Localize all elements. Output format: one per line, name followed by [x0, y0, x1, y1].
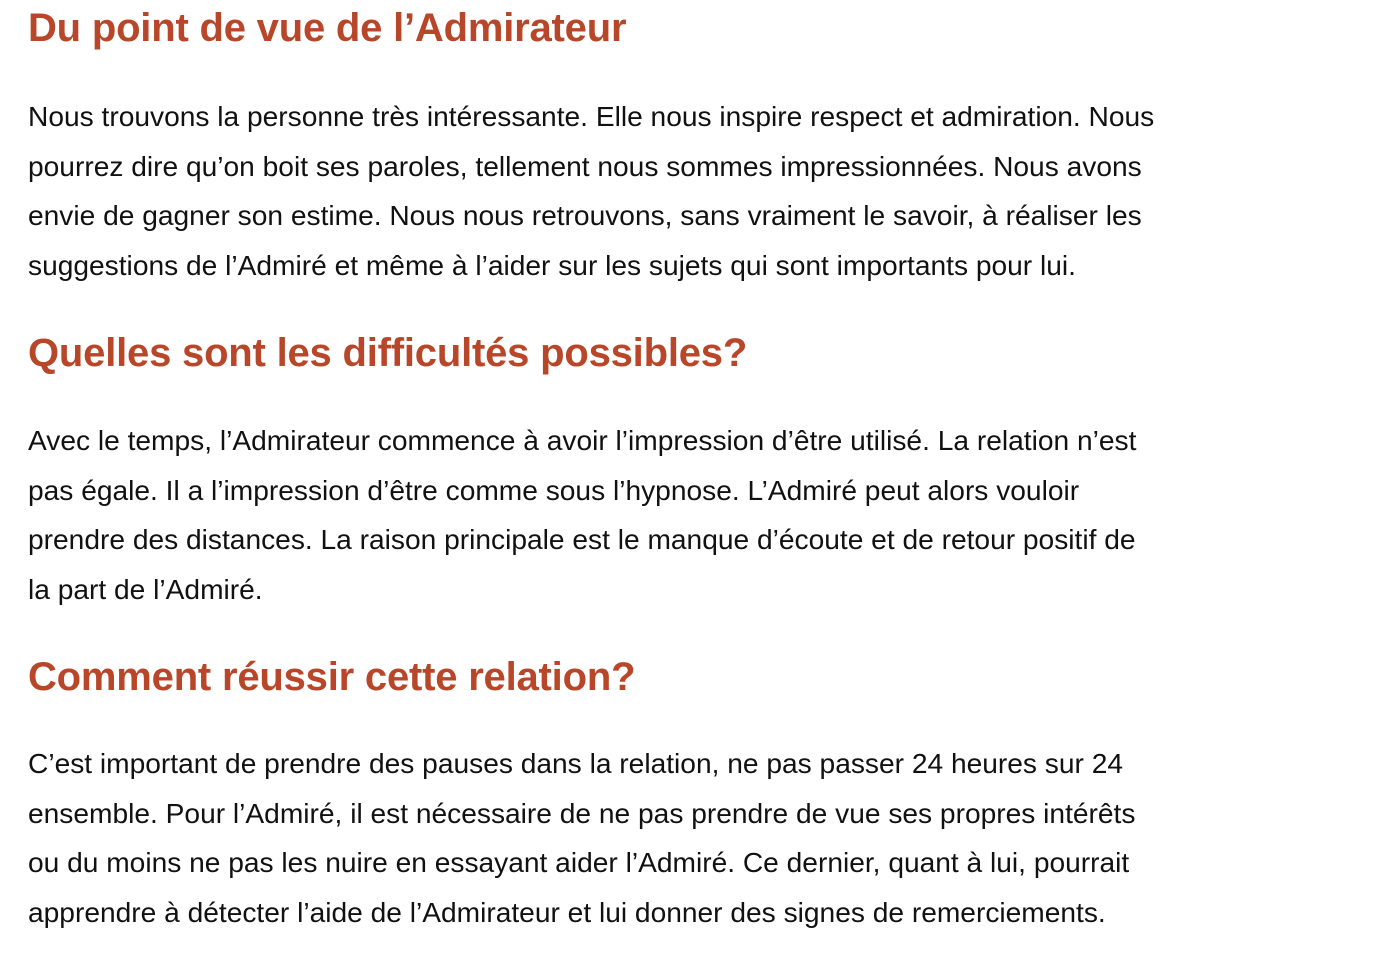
section-heading-reussir: Comment réussir cette relation?	[28, 655, 636, 699]
paragraph-line: envie de gagner son estime. Nous nous retrouvons, sans vraiment le savoir, à réaliser les	[28, 200, 1142, 231]
paragraph-line: C’est important de prendre des pauses dans la relation, ne pas passer 24 heures sur 24	[28, 748, 1124, 779]
paragraph-line: apprendre à détecter l’aide de l’Admirateur et lui donner des signes de remerciements.	[28, 896, 1106, 928]
section-heading-admirateur: Du point de vue de l’Admirateur	[28, 6, 627, 50]
paragraph-line: prendre des distances. La raison principale est le manque d’écoute et de retour positif de	[28, 524, 1136, 555]
paragraph-line: pas égale. Il a l’impression d’être comme sous l’hypnose. L’Admiré peut alors vouloir	[28, 474, 1080, 506]
section-paragraph-reussir	[28, 739, 1368, 937]
paragraph-line: ensemble. Pour l’Admiré, il est nécessaire de ne pas prendre de vue ses propres intérêts	[28, 797, 1136, 829]
paragraph-line: la part de l’Admiré.	[28, 573, 263, 605]
paragraph-line: ou du moins ne pas les nuire en essayant aider l’Admiré. Ce dernier, quant à lui, pourrait	[28, 847, 1130, 878]
paragraph-line: pourrez dire qu’on boit ses paroles, tellement nous sommes impressionnées. Nous avons	[28, 150, 1142, 182]
section-paragraph-admirateur	[28, 92, 1368, 290]
section-paragraph-difficultes	[28, 416, 1368, 614]
section-heading-difficultes: Quelles sont les difficultés possibles?	[28, 331, 748, 375]
paragraph-line: Avec le temps, l’Admirateur commence à avoir l’impression d’être utilisé. La relation n’est	[28, 425, 1137, 456]
paragraph-line: Nous trouvons la personne très intéressante. Elle nous inspire respect et admiration. Nous	[28, 101, 1155, 132]
paragraph-line: suggestions de l’Admiré et même à l’aider sur les sujets qui sont importants pour lui.	[28, 249, 1076, 281]
